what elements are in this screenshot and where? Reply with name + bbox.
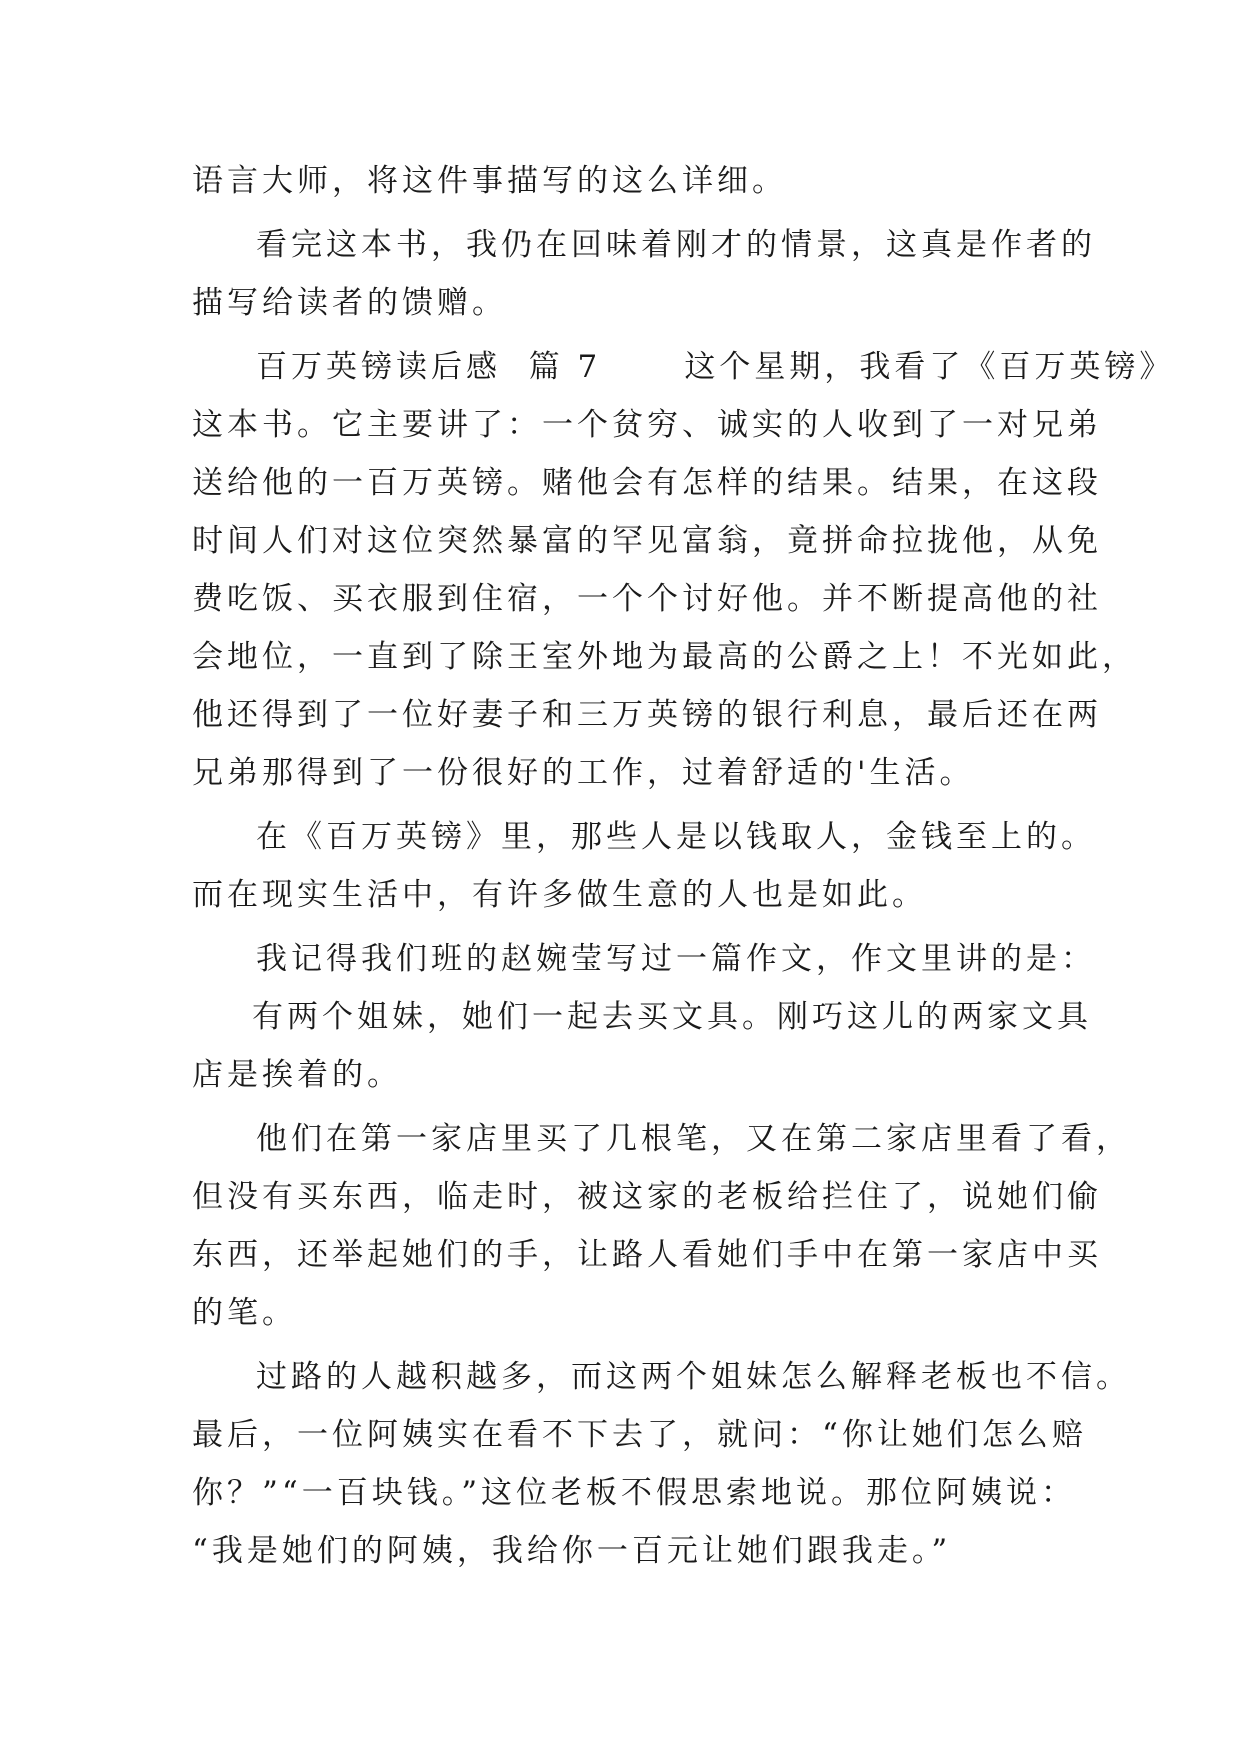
text-line: 语言大师，将这件事描写的这么详细。 bbox=[192, 163, 787, 199]
paragraph-first-line: 过路的人越积越多，而这两个姐妹怎么解释老板也不信。 bbox=[256, 1359, 1131, 1395]
paragraph-first-line: 在《百万英镑》里，那些人是以钱取人，金钱至上的。 bbox=[256, 819, 1096, 855]
section-heading-line: 百万英镑读后感 篇 7 这个星期，我看了《百万英镑》 bbox=[256, 349, 1175, 385]
paragraph-first-line: 有两个姐妹，她们一起去买文具。刚巧这儿的两家文具 bbox=[252, 999, 1092, 1035]
text-line: 描写给读者的馈赠。 bbox=[192, 285, 507, 321]
text-line: 而在现实生活中，有许多做生意的人也是如此。 bbox=[192, 877, 927, 913]
text-line: 送给他的一百万英镑。赌他会有怎样的结果。结果，在这段 bbox=[192, 465, 1102, 501]
text-line: 兄弟那得到了一份很好的工作，过着舒适的'生活。 bbox=[192, 755, 975, 791]
text-line: 东西，还举起她们的手，让路人看她们手中在第一家店中买 bbox=[192, 1237, 1102, 1273]
text-line: 你？”“一百块钱。”这位老板不假思索地说。那位阿姨说： bbox=[192, 1475, 1077, 1511]
text-line: “我是她们的阿姨，我给你一百元让她们跟我走。” bbox=[192, 1533, 952, 1569]
text-line: 这本书。它主要讲了：一个贫穷、诚实的人收到了一对兄弟 bbox=[192, 407, 1102, 443]
paragraph-first-line: 我记得我们班的赵婉莹写过一篇作文，作文里讲的是： bbox=[256, 941, 1096, 977]
paragraph-first-line: 看完这本书，我仍在回味着刚才的情景，这真是作者的 bbox=[256, 227, 1096, 263]
text-line: 费吃饭、买衣服到住宿，一个个讨好他。并不断提高他的社 bbox=[192, 581, 1102, 617]
text-line: 会地位，一直到了除王室外地为最高的公爵之上！不光如此， bbox=[192, 639, 1137, 675]
text-line: 时间人们对这位突然暴富的罕见富翁，竟拼命拉拢他，从免 bbox=[192, 523, 1102, 559]
paragraph-first-line: 他们在第一家店里买了几根笔，又在第二家店里看了看， bbox=[256, 1121, 1131, 1157]
text-line: 最后，一位阿姨实在看不下去了，就问：“你让她们怎么赔 bbox=[192, 1417, 1087, 1453]
text-line: 店是挨着的。 bbox=[192, 1057, 402, 1093]
text-line: 他还得到了一位好妻子和三万英镑的银行利息，最后还在两 bbox=[192, 697, 1102, 733]
text-line: 的笔。 bbox=[192, 1295, 297, 1331]
text-line: 但没有买东西，临走时，被这家的老板给拦住了，说她们偷 bbox=[192, 1179, 1102, 1215]
document-body bbox=[192, 152, 1175, 1580]
